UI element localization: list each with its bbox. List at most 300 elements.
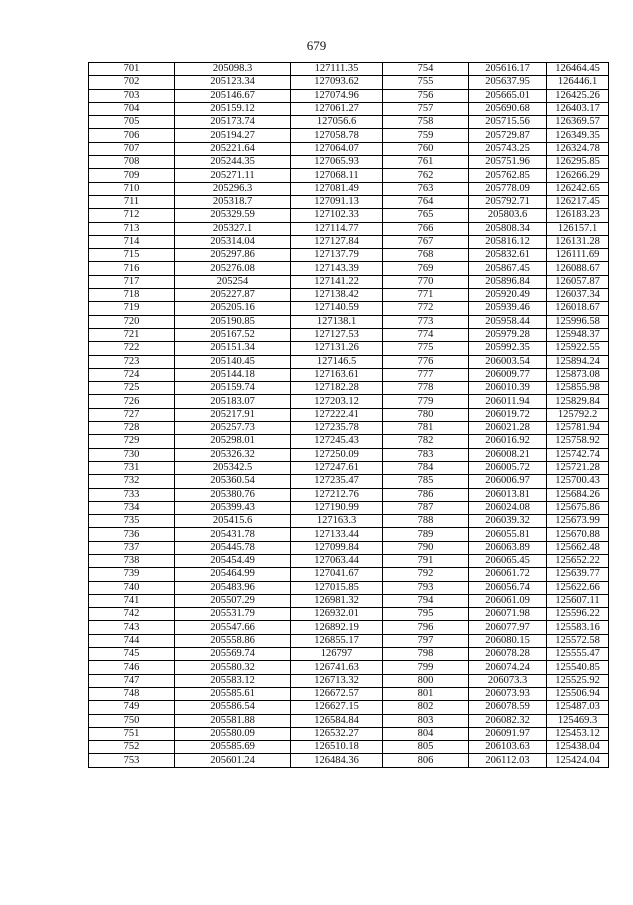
point-number-cell: 744	[89, 634, 175, 647]
x-coordinate-cell: 205399.43	[175, 501, 291, 514]
point-number-cell: 771	[383, 289, 469, 302]
table-row	[89, 355, 609, 368]
x-coordinate-cell: 206077.97	[469, 621, 547, 634]
point-number-cell: 708	[89, 156, 175, 169]
point-number-cell: 752	[89, 741, 175, 754]
y-coordinate-cell: 126403.17	[547, 102, 609, 115]
point-number-cell: 733	[89, 488, 175, 501]
point-number-cell: 713	[89, 222, 175, 235]
x-coordinate-cell: 206024.08	[469, 501, 547, 514]
x-coordinate-cell: 205762.85	[469, 169, 547, 182]
x-coordinate-cell: 205585.61	[175, 687, 291, 700]
point-number-cell: 728	[89, 422, 175, 435]
point-number-cell: 710	[89, 182, 175, 195]
point-number-cell: 725	[89, 382, 175, 395]
point-number-cell: 788	[383, 515, 469, 528]
x-coordinate-cell: 205326.32	[175, 448, 291, 461]
y-coordinate-cell: 127133.44	[291, 528, 383, 541]
table-row	[89, 328, 609, 341]
y-coordinate-cell: 125583.16	[547, 621, 609, 634]
point-number-cell: 757	[383, 102, 469, 115]
table-row	[89, 182, 609, 195]
y-coordinate-cell: 125540.85	[547, 661, 609, 674]
x-coordinate-cell: 205580.09	[175, 727, 291, 740]
point-number-cell: 802	[383, 701, 469, 714]
x-coordinate-cell: 205151.34	[175, 342, 291, 355]
table-row	[89, 741, 609, 754]
y-coordinate-cell: 127140.59	[291, 302, 383, 315]
x-coordinate-cell: 205581.88	[175, 714, 291, 727]
x-coordinate-cell: 205173.74	[175, 116, 291, 129]
table-row	[89, 302, 609, 315]
y-coordinate-cell: 125639.77	[547, 568, 609, 581]
x-coordinate-cell: 205778.09	[469, 182, 547, 195]
point-number-cell: 772	[383, 302, 469, 315]
x-coordinate-cell: 206016.92	[469, 435, 547, 448]
point-number-cell: 783	[383, 448, 469, 461]
point-number-cell: 781	[383, 422, 469, 435]
x-coordinate-cell: 205454.49	[175, 554, 291, 567]
point-number-cell: 758	[383, 116, 469, 129]
x-coordinate-cell: 205531.79	[175, 608, 291, 621]
x-coordinate-cell: 205832.61	[469, 249, 547, 262]
point-number-cell: 801	[383, 687, 469, 700]
table-row	[89, 528, 609, 541]
point-number-cell: 798	[383, 648, 469, 661]
point-number-cell: 765	[383, 209, 469, 222]
y-coordinate-cell: 126532.27	[291, 727, 383, 740]
x-coordinate-cell: 205159.12	[175, 102, 291, 115]
table-row	[89, 142, 609, 155]
point-number-cell: 793	[383, 581, 469, 594]
point-number-cell: 707	[89, 142, 175, 155]
x-coordinate-cell: 205254	[175, 275, 291, 288]
y-coordinate-cell: 125721.28	[547, 461, 609, 474]
y-coordinate-cell: 126464.45	[547, 63, 609, 76]
x-coordinate-cell: 205380.76	[175, 488, 291, 501]
x-coordinate-cell: 205276.08	[175, 262, 291, 275]
x-coordinate-cell: 206074.24	[469, 661, 547, 674]
x-coordinate-cell: 206091.97	[469, 727, 547, 740]
y-coordinate-cell: 127163.61	[291, 368, 383, 381]
x-coordinate-cell: 205715.56	[469, 116, 547, 129]
y-coordinate-cell: 126855.17	[291, 634, 383, 647]
x-coordinate-cell: 205144.18	[175, 368, 291, 381]
point-number-cell: 746	[89, 661, 175, 674]
y-coordinate-cell: 126672.57	[291, 687, 383, 700]
y-coordinate-cell: 126713.32	[291, 674, 383, 687]
point-number-cell: 789	[383, 528, 469, 541]
x-coordinate-cell: 205183.07	[175, 395, 291, 408]
y-coordinate-cell: 127127.84	[291, 235, 383, 248]
point-number-cell: 749	[89, 701, 175, 714]
point-number-cell: 731	[89, 461, 175, 474]
y-coordinate-cell: 127058.78	[291, 129, 383, 142]
table-row	[89, 76, 609, 89]
point-number-cell: 792	[383, 568, 469, 581]
table-row	[89, 674, 609, 687]
point-number-cell: 763	[383, 182, 469, 195]
x-coordinate-cell: 205867.45	[469, 262, 547, 275]
point-number-cell: 743	[89, 621, 175, 634]
point-number-cell: 806	[383, 754, 469, 767]
x-coordinate-cell: 205586.54	[175, 701, 291, 714]
table-row	[89, 63, 609, 76]
x-coordinate-cell: 206009.77	[469, 368, 547, 381]
table-row	[89, 714, 609, 727]
x-coordinate-cell: 205979.28	[469, 328, 547, 341]
x-coordinate-cell: 206103.63	[469, 741, 547, 754]
y-coordinate-cell: 125555.47	[547, 648, 609, 661]
y-coordinate-cell: 125622.66	[547, 581, 609, 594]
table-row	[89, 634, 609, 647]
y-coordinate-cell: 125469.3	[547, 714, 609, 727]
table-row	[89, 156, 609, 169]
point-number-cell: 775	[383, 342, 469, 355]
x-coordinate-cell: 205585.69	[175, 741, 291, 754]
point-number-cell: 754	[383, 63, 469, 76]
x-coordinate-cell: 205808.34	[469, 222, 547, 235]
x-coordinate-cell: 206082.32	[469, 714, 547, 727]
x-coordinate-cell: 205992.35	[469, 342, 547, 355]
point-number-cell: 732	[89, 475, 175, 488]
y-coordinate-cell: 126425.26	[547, 89, 609, 102]
y-coordinate-cell: 125424.04	[547, 754, 609, 767]
y-coordinate-cell: 127235.78	[291, 422, 383, 435]
y-coordinate-cell: 127091.13	[291, 195, 383, 208]
table-row	[89, 501, 609, 514]
y-coordinate-cell: 125596.22	[547, 608, 609, 621]
point-number-cell: 701	[89, 63, 175, 76]
point-number-cell: 742	[89, 608, 175, 621]
point-number-cell: 740	[89, 581, 175, 594]
coordinates-table-body	[89, 63, 609, 768]
point-number-cell: 799	[383, 661, 469, 674]
point-number-cell: 795	[383, 608, 469, 621]
y-coordinate-cell: 126981.32	[291, 594, 383, 607]
x-coordinate-cell: 205123.34	[175, 76, 291, 89]
x-coordinate-cell: 205792.71	[469, 195, 547, 208]
table-row	[89, 475, 609, 488]
point-number-cell: 720	[89, 315, 175, 328]
table-row	[89, 461, 609, 474]
x-coordinate-cell: 205483.96	[175, 581, 291, 594]
point-number-cell: 702	[89, 76, 175, 89]
table-row	[89, 129, 609, 142]
x-coordinate-cell: 205896.84	[469, 275, 547, 288]
table-row	[89, 102, 609, 115]
x-coordinate-cell: 205601.24	[175, 754, 291, 767]
y-coordinate-cell: 126349.35	[547, 129, 609, 142]
x-coordinate-cell: 205415.6	[175, 515, 291, 528]
y-coordinate-cell: 125996.58	[547, 315, 609, 328]
point-number-cell: 705	[89, 116, 175, 129]
x-coordinate-cell: 205547.66	[175, 621, 291, 634]
x-coordinate-cell: 205205.16	[175, 302, 291, 315]
point-number-cell: 715	[89, 249, 175, 262]
y-coordinate-cell: 127131.26	[291, 342, 383, 355]
point-number-cell: 747	[89, 674, 175, 687]
point-number-cell: 748	[89, 687, 175, 700]
table-row	[89, 621, 609, 634]
x-coordinate-cell: 205342.5	[175, 461, 291, 474]
y-coordinate-cell: 125855.98	[547, 382, 609, 395]
x-coordinate-cell: 206080.15	[469, 634, 547, 647]
point-number-cell: 745	[89, 648, 175, 661]
point-number-cell: 759	[383, 129, 469, 142]
y-coordinate-cell: 126088.67	[547, 262, 609, 275]
x-coordinate-cell: 206055.81	[469, 528, 547, 541]
y-coordinate-cell: 126183.23	[547, 209, 609, 222]
x-coordinate-cell: 206005.72	[469, 461, 547, 474]
x-coordinate-cell: 205803.6	[469, 209, 547, 222]
y-coordinate-cell: 126242.65	[547, 182, 609, 195]
y-coordinate-cell: 127081.49	[291, 182, 383, 195]
y-coordinate-cell: 125758.92	[547, 435, 609, 448]
y-coordinate-cell: 127250.09	[291, 448, 383, 461]
x-coordinate-cell: 205507.29	[175, 594, 291, 607]
y-coordinate-cell: 126324.78	[547, 142, 609, 155]
x-coordinate-cell: 206056.74	[469, 581, 547, 594]
y-coordinate-cell: 125894.24	[547, 355, 609, 368]
y-coordinate-cell: 127093.62	[291, 76, 383, 89]
x-coordinate-cell: 206061.09	[469, 594, 547, 607]
table-row	[89, 289, 609, 302]
y-coordinate-cell: 126892.19	[291, 621, 383, 634]
point-number-cell: 718	[89, 289, 175, 302]
x-coordinate-cell: 206021.28	[469, 422, 547, 435]
table-row	[89, 342, 609, 355]
y-coordinate-cell: 127065.93	[291, 156, 383, 169]
x-coordinate-cell: 205558.86	[175, 634, 291, 647]
y-coordinate-cell: 127245.43	[291, 435, 383, 448]
x-coordinate-cell: 205445.78	[175, 541, 291, 554]
y-coordinate-cell: 127138.1	[291, 315, 383, 328]
y-coordinate-cell: 127138.42	[291, 289, 383, 302]
table-row	[89, 701, 609, 714]
table-row	[89, 275, 609, 288]
point-number-cell: 800	[383, 674, 469, 687]
x-coordinate-cell: 205244.35	[175, 156, 291, 169]
point-number-cell: 805	[383, 741, 469, 754]
x-coordinate-cell: 205958.44	[469, 315, 547, 328]
x-coordinate-cell: 205298.01	[175, 435, 291, 448]
x-coordinate-cell: 206008.21	[469, 448, 547, 461]
table-row	[89, 488, 609, 501]
point-number-cell: 717	[89, 275, 175, 288]
x-coordinate-cell: 205580.32	[175, 661, 291, 674]
x-coordinate-cell: 205637.95	[469, 76, 547, 89]
table-row	[89, 727, 609, 740]
table-row	[89, 235, 609, 248]
x-coordinate-cell: 205569.74	[175, 648, 291, 661]
y-coordinate-cell: 125829.84	[547, 395, 609, 408]
y-coordinate-cell: 125453.12	[547, 727, 609, 740]
x-coordinate-cell: 205098.3	[175, 63, 291, 76]
x-coordinate-cell: 205190.85	[175, 315, 291, 328]
y-coordinate-cell: 126932.01	[291, 608, 383, 621]
y-coordinate-cell: 125652.22	[547, 554, 609, 567]
point-number-cell: 739	[89, 568, 175, 581]
y-coordinate-cell: 127056.6	[291, 116, 383, 129]
x-coordinate-cell: 205271.11	[175, 169, 291, 182]
point-number-cell: 729	[89, 435, 175, 448]
table-row	[89, 315, 609, 328]
y-coordinate-cell: 127137.79	[291, 249, 383, 262]
point-number-cell: 753	[89, 754, 175, 767]
point-number-cell: 766	[383, 222, 469, 235]
point-number-cell: 794	[383, 594, 469, 607]
x-coordinate-cell: 205329.59	[175, 209, 291, 222]
y-coordinate-cell: 125607.11	[547, 594, 609, 607]
x-coordinate-cell: 205690.68	[469, 102, 547, 115]
y-coordinate-cell: 127074.96	[291, 89, 383, 102]
y-coordinate-cell: 126057.87	[547, 275, 609, 288]
x-coordinate-cell: 206011.94	[469, 395, 547, 408]
x-coordinate-cell: 205665.01	[469, 89, 547, 102]
point-number-cell: 737	[89, 541, 175, 554]
table-row	[89, 382, 609, 395]
x-coordinate-cell: 205159.74	[175, 382, 291, 395]
x-coordinate-cell: 206019.72	[469, 408, 547, 421]
point-number-cell: 768	[383, 249, 469, 262]
x-coordinate-cell: 206078.28	[469, 648, 547, 661]
y-coordinate-cell: 127163.3	[291, 515, 383, 528]
point-number-cell: 726	[89, 395, 175, 408]
x-coordinate-cell: 205146.67	[175, 89, 291, 102]
y-coordinate-cell: 126018.67	[547, 302, 609, 315]
x-coordinate-cell: 205431.78	[175, 528, 291, 541]
x-coordinate-cell: 205920.49	[469, 289, 547, 302]
y-coordinate-cell: 127247.61	[291, 461, 383, 474]
y-coordinate-cell: 126627.15	[291, 701, 383, 714]
point-number-cell: 778	[383, 382, 469, 395]
point-number-cell: 782	[383, 435, 469, 448]
table-row	[89, 195, 609, 208]
y-coordinate-cell: 126037.34	[547, 289, 609, 302]
x-coordinate-cell: 206071.98	[469, 608, 547, 621]
point-number-cell: 721	[89, 328, 175, 341]
point-number-cell: 770	[383, 275, 469, 288]
x-coordinate-cell: 205360.54	[175, 475, 291, 488]
x-coordinate-cell: 205194.27	[175, 129, 291, 142]
x-coordinate-cell: 206013.81	[469, 488, 547, 501]
point-number-cell: 761	[383, 156, 469, 169]
point-number-cell: 773	[383, 315, 469, 328]
x-coordinate-cell: 205257.73	[175, 422, 291, 435]
y-coordinate-cell: 125506.94	[547, 687, 609, 700]
y-coordinate-cell: 126510.18	[291, 741, 383, 754]
table-row	[89, 554, 609, 567]
table-row	[89, 515, 609, 528]
point-number-cell: 787	[383, 501, 469, 514]
point-number-cell: 706	[89, 129, 175, 142]
point-number-cell: 750	[89, 714, 175, 727]
y-coordinate-cell: 125873.08	[547, 368, 609, 381]
x-coordinate-cell: 205464.99	[175, 568, 291, 581]
point-number-cell: 804	[383, 727, 469, 740]
table-row	[89, 209, 609, 222]
table-row	[89, 222, 609, 235]
y-coordinate-cell: 126157.1	[547, 222, 609, 235]
point-number-cell: 784	[383, 461, 469, 474]
y-coordinate-cell: 127041.67	[291, 568, 383, 581]
y-coordinate-cell: 127099.84	[291, 541, 383, 554]
point-number-cell: 755	[383, 76, 469, 89]
y-coordinate-cell: 127061.27	[291, 102, 383, 115]
y-coordinate-cell: 126741.63	[291, 661, 383, 674]
point-number-cell: 709	[89, 169, 175, 182]
point-number-cell: 762	[383, 169, 469, 182]
x-coordinate-cell: 205221.64	[175, 142, 291, 155]
table-row	[89, 89, 609, 102]
point-number-cell: 724	[89, 368, 175, 381]
point-number-cell: 730	[89, 448, 175, 461]
point-number-cell: 703	[89, 89, 175, 102]
x-coordinate-cell: 206063.89	[469, 541, 547, 554]
x-coordinate-cell: 206010.39	[469, 382, 547, 395]
table-row	[89, 448, 609, 461]
point-number-cell: 786	[383, 488, 469, 501]
point-number-cell: 738	[89, 554, 175, 567]
table-row	[89, 594, 609, 607]
x-coordinate-cell: 205296.3	[175, 182, 291, 195]
y-coordinate-cell: 126369.57	[547, 116, 609, 129]
point-number-cell: 791	[383, 554, 469, 567]
point-number-cell: 719	[89, 302, 175, 315]
y-coordinate-cell: 127212.76	[291, 488, 383, 501]
y-coordinate-cell: 126484.36	[291, 754, 383, 767]
y-coordinate-cell: 126797	[291, 648, 383, 661]
y-coordinate-cell: 125781.94	[547, 422, 609, 435]
x-coordinate-cell: 206006.97	[469, 475, 547, 488]
table-row	[89, 262, 609, 275]
point-number-cell: 741	[89, 594, 175, 607]
y-coordinate-cell: 127064.07	[291, 142, 383, 155]
point-number-cell: 796	[383, 621, 469, 634]
y-coordinate-cell: 127127.53	[291, 328, 383, 341]
y-coordinate-cell: 127143.39	[291, 262, 383, 275]
x-coordinate-cell: 205729.87	[469, 129, 547, 142]
table-row	[89, 368, 609, 381]
table-row	[89, 249, 609, 262]
y-coordinate-cell: 127146.5	[291, 355, 383, 368]
point-number-cell: 734	[89, 501, 175, 514]
point-number-cell: 769	[383, 262, 469, 275]
table-row	[89, 422, 609, 435]
point-number-cell: 785	[383, 475, 469, 488]
y-coordinate-cell: 126111.69	[547, 249, 609, 262]
table-row	[89, 408, 609, 421]
y-coordinate-cell: 127068.11	[291, 169, 383, 182]
x-coordinate-cell: 205616.17	[469, 63, 547, 76]
point-number-cell: 767	[383, 235, 469, 248]
table-row	[89, 648, 609, 661]
point-number-cell: 712	[89, 209, 175, 222]
y-coordinate-cell: 125572.58	[547, 634, 609, 647]
point-number-cell: 777	[383, 368, 469, 381]
x-coordinate-cell: 205751.96	[469, 156, 547, 169]
table-row	[89, 608, 609, 621]
y-coordinate-cell: 126584.84	[291, 714, 383, 727]
y-coordinate-cell: 126446.1	[547, 76, 609, 89]
y-coordinate-cell: 127111.35	[291, 63, 383, 76]
y-coordinate-cell: 127015.85	[291, 581, 383, 594]
y-coordinate-cell: 126266.29	[547, 169, 609, 182]
x-coordinate-cell: 205167.52	[175, 328, 291, 341]
x-coordinate-cell: 206073.3	[469, 674, 547, 687]
point-number-cell: 714	[89, 235, 175, 248]
